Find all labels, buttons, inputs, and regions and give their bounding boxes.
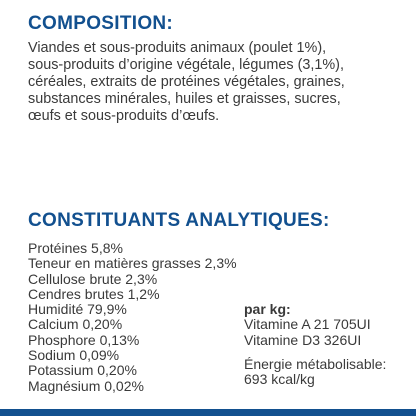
list-item: Potassium 0,20% <box>28 362 137 379</box>
vitamin-d3-value: Vitamine D3 326UI <box>244 331 362 348</box>
constituents-list <box>28 241 237 394</box>
list-item: Cendres brutes 1,2% <box>28 285 160 302</box>
energy-value: 693 kcal/kg <box>244 371 315 388</box>
list-item: Humidité 79,9% <box>28 301 127 318</box>
vitamin-a-value: Vitamine A 21 705UI <box>244 316 371 333</box>
list-item: Protéines 5,8% <box>28 240 123 256</box>
composition-heading: COMPOSITION: <box>28 13 174 34</box>
composition-line: sous-produits d’origine végétale, légumes (3,1%), <box>28 57 344 73</box>
bottom-accent-bar <box>0 409 416 416</box>
composition-line: œufs et sous-produits d’œufs. <box>28 108 220 124</box>
composition-line: céréales, extraits de protéines végétales, graines, <box>28 74 345 90</box>
composition-line: substances minérales, huiles et graisses, sucres, <box>28 91 341 107</box>
composition-line: Viandes et sous-produits animaux (poulet 1%), <box>28 40 327 56</box>
composition-text <box>28 40 400 125</box>
analysis-heading: CONSTITUANTS ANALYTIQUES: <box>28 210 330 231</box>
per-kg-title: par kg: <box>244 301 291 317</box>
list-item: Sodium 0,09% <box>28 347 120 364</box>
list-item: Magnésium 0,02% <box>28 377 144 394</box>
list-item: Cellulose brute 2,3% <box>28 270 158 287</box>
list-item: Phosphore 0,13% <box>28 331 140 348</box>
list-item: Teneur en matières grasses 2,3% <box>28 255 237 272</box>
list-item: Calcium 0,20% <box>28 316 123 333</box>
energy-label: Énergie métabolisable: <box>244 355 387 372</box>
per-kg-block <box>244 302 386 387</box>
